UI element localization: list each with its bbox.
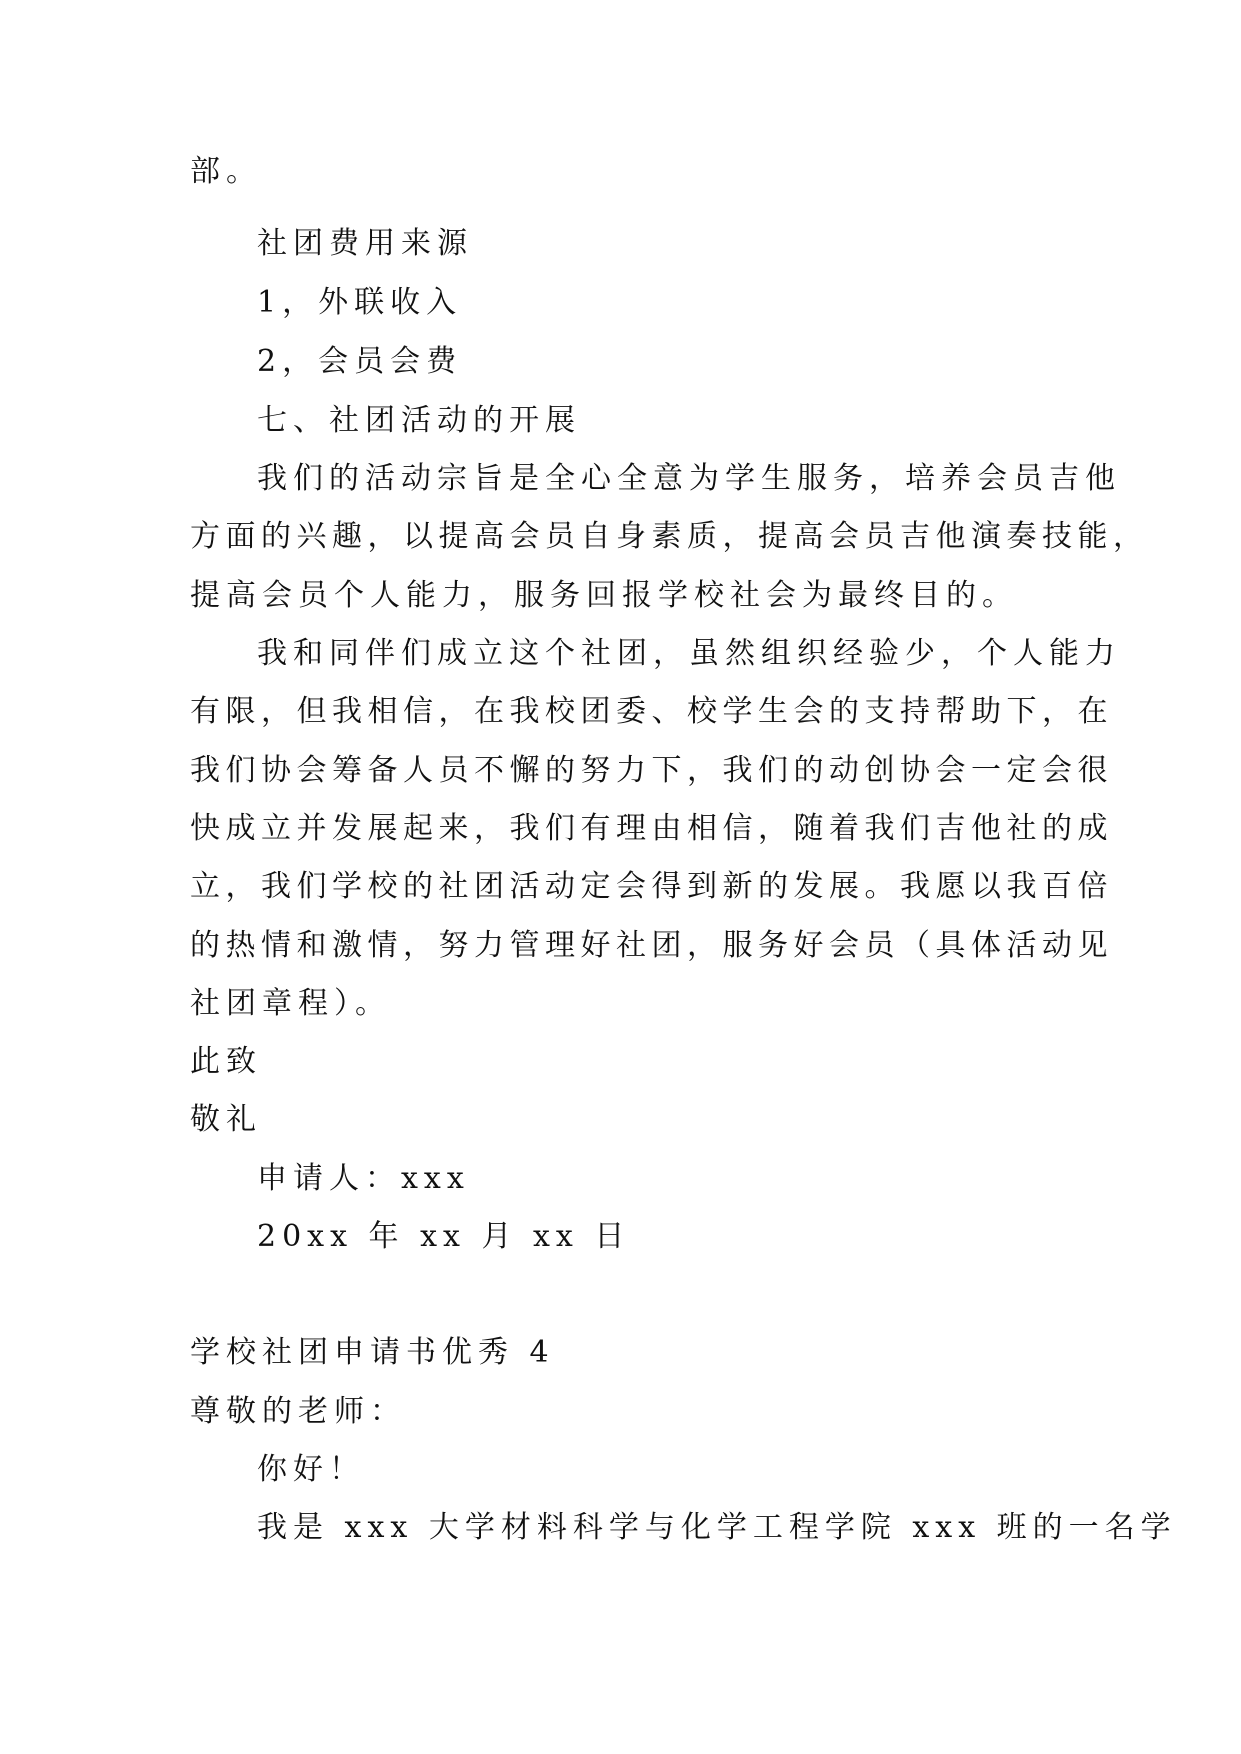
text-line-funding-item-1: 1，外联收入	[257, 285, 463, 320]
paragraph-line: 方面的兴趣，以提高会员自身素质，提高会员吉他演奏技能，	[190, 519, 1149, 554]
paragraph-line: 的热情和激情，努力管理好社团，服务好会员（具体活动见	[190, 928, 1113, 963]
applicant-signature: 申请人：xxx	[257, 1161, 470, 1196]
paragraph-line: 我和同伴们成立这个社团，虽然组织经验少，个人能力	[257, 636, 1121, 671]
section-title: 学校社团申请书优秀 4	[190, 1335, 555, 1370]
paragraph-line: 我是 xxx 大学材料科学与化学工程学院 xxx 班的一名学	[257, 1510, 1177, 1545]
paragraph-line: 我们的活动宗旨是全心全意为学生服务，培养会员吉他	[257, 461, 1121, 496]
closing-line: 此致	[190, 1044, 262, 1079]
paragraph-line: 快成立并发展起来，我们有理由相信，随着我们吉他社的成	[190, 811, 1113, 846]
paragraph-line: 社团章程）。	[190, 986, 391, 1021]
paragraph-line: 我们协会筹备人员不懈的努力下，我们的动创协会一定会很	[190, 753, 1113, 788]
closing-salute: 敬礼	[190, 1102, 262, 1137]
paragraph-line: 有限，但我相信，在我校团委、校学生会的支持帮助下，在	[190, 694, 1113, 729]
section-heading-activities: 七、社团活动的开展	[257, 403, 581, 438]
paragraph-line: 立，我们学校的社团活动定会得到新的发展。我愿以我百倍	[190, 869, 1113, 904]
text-line-continuation: 部。	[190, 154, 262, 189]
text-line-funding-item-2: 2，会员会费	[257, 344, 463, 379]
greeting: 你好！	[257, 1452, 365, 1487]
application-date: 20xx 年 xx 月 xx 日	[257, 1219, 631, 1254]
salutation: 尊敬的老师：	[190, 1394, 406, 1429]
paragraph-line: 提高会员个人能力，服务回报学校社会为最终目的。	[190, 578, 1018, 613]
text-line-funding-heading: 社团费用来源	[257, 226, 473, 261]
